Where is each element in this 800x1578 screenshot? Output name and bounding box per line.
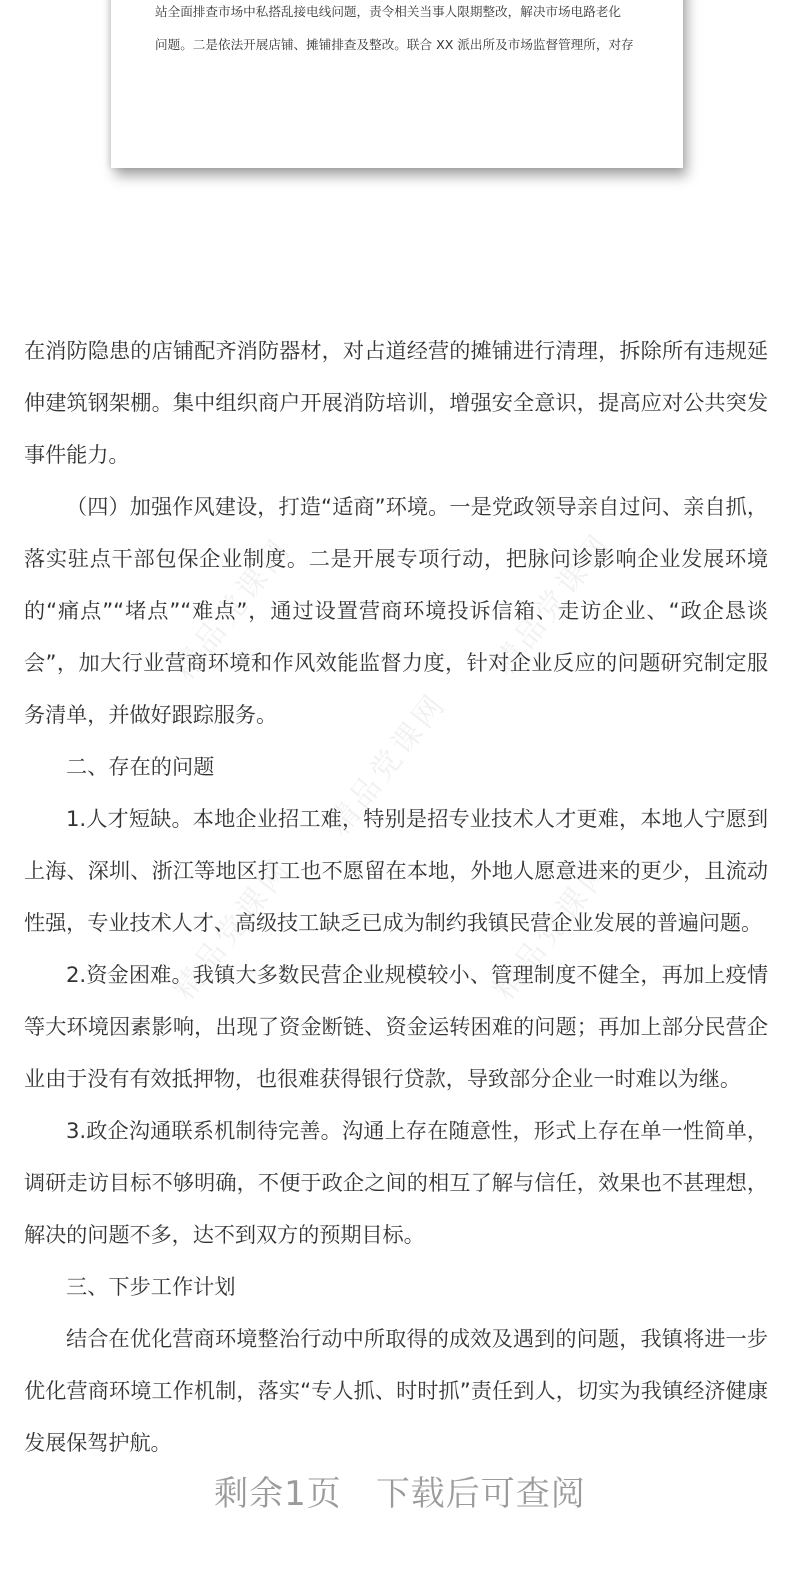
watermark: 精品党课网 [321,686,454,842]
heading-existing-problems: 二、存在的问题 [66,754,215,779]
paragraph-communication-mechanism: 3.政企沟通联系机制待完善。沟通上存在随意性，形式上存在单一性简单，调研走访目标不够明确，不便于政企之间的相互了解与信任，效果也不甚理想，解决的问题不多，达不到双方的预期目标。 [24,1118,768,1247]
card-text-line: 问题。二是依法开展店铺、摊铺排查及整改。联合 XX 派出所及市场监督管理所，对存 [155,37,634,52]
heading-next-steps: 三、下步工作计划 [66,1274,236,1299]
card-text-line: 站全面排查市场中私搭乱接电线问题，责令相关当事人限期整改，解决市场电路老化 [155,4,621,19]
watermark: 精品党课网 [486,851,619,1007]
watermark: 精品党课网 [166,851,299,1007]
preview-page-card [111,0,683,168]
download-hint-label: 下载后可查阅 [375,1474,586,1514]
watermark: 精品党课网 [486,526,619,682]
remaining-pages-label: 剩余1页 [214,1474,342,1514]
document-body [24,325,768,1469]
download-prompt[interactable] [0,1466,800,1515]
paragraph-talent-shortage: 1.人才短缺。本地企业招工难，特别是招专业技术人才更难，本地人宁愿到上海、深圳、浙江等地区打工也不愿留在本地，外地人愿意进来的更少，且流动性强，专业技术人才、高级技工缺乏已成为制约我镇民营企业发展的普遍问题。 [24,806,768,935]
paragraph-section-four: （四）加强作风建设，打造“适商”环境。一是党政领导亲自过问、亲自抓，落实驻点干部包保企业制度。二是开展专项行动，把脉问诊影响企业发展环境的“痛点”“堵点”“难点”，通过设置营商环境投诉信箱、走访企业、“政企恳谈会”，加大行业营商环境和作风效能监督力度，针对企业反应的问题研究制定服务清单，并做好跟踪服务。 [24,494,768,727]
watermark: 精品党课网 [166,531,299,687]
paragraph-continuation: 在消防隐患的店铺配齐消防器材，对占道经营的摊铺进行清理，拆除所有违规延伸建筑钢架棚。集中组织商户开展消防培训，增强安全意识，提高应对公共突发事件能力。 [24,338,768,467]
paragraph-funding-difficulty: 2.资金困难。我镇大多数民营企业规模较小、管理制度不健全，再加上疫情等大环境因素影响，出现了资金断链、资金运转困难的问题；再加上部分民营企业由于没有有效抵押物，也很难获得银行贷款，导致部分企业一时难以为继。 [24,962,768,1091]
paragraph-work-plan: 结合在优化营商环境整治行动中所取得的成效及遇到的问题，我镇将进一步优化营商环境工作机制，落实“专人抓、时时抓”责任到人，切实为我镇经济健康发展保驾护航。 [24,1326,768,1455]
